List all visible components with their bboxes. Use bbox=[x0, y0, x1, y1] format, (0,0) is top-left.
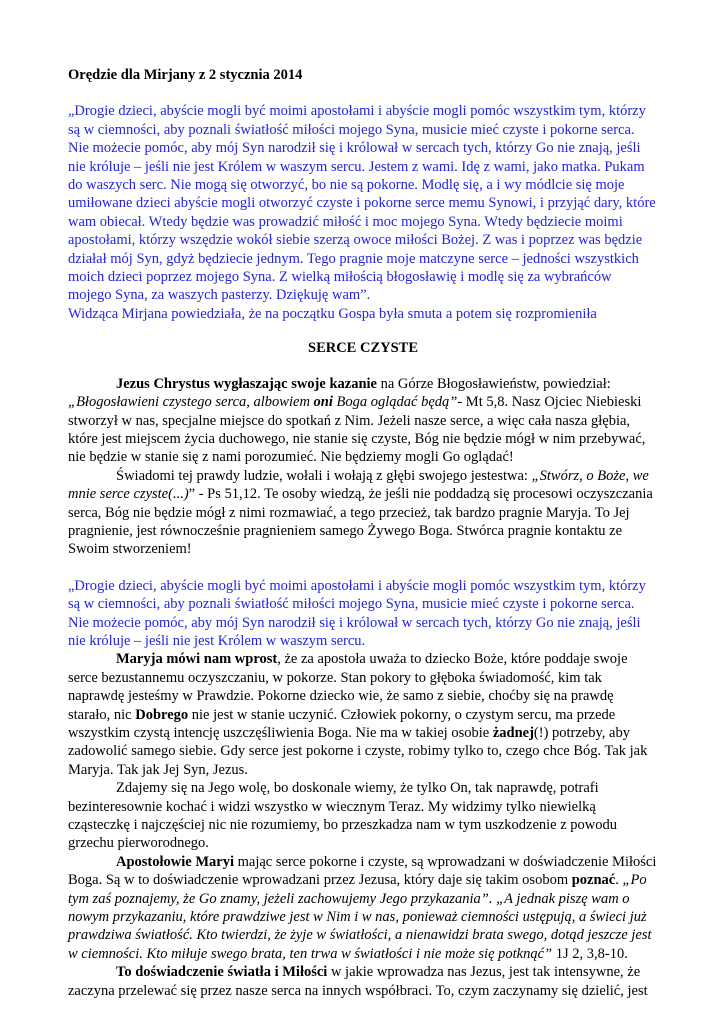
paragraph-3-bold-b: żadnej bbox=[492, 725, 534, 741]
paragraph-1-lead: Jezus Chrystus wygłaszając swoje kazanie bbox=[116, 375, 377, 392]
paragraph-1-quote-b: Boga oglądać będą” bbox=[332, 394, 458, 411]
message-note: Widząca Mirjana powiedziała, że na początku Gospa była smuta a potem się rozpromieniła bbox=[68, 305, 597, 322]
paragraph-3 bbox=[68, 650, 658, 779]
paragraph-gap bbox=[68, 559, 658, 577]
message-quote-repeat: „Drogie dzieci, abyście mogli być moimi apostołami i abyście mogli pomóc wszystkim tym, którzy są w ciemności, aby poznali światłość miłości mojego Syna, musicie mieć czyste i pokorne serca. Nie możecie pomóc, aby mój Syn narodził się i królował w sercach tych, którzy Go nie znają, jeśli nie króluje – jeśli nie jest Królem w waszym sercu. bbox=[68, 577, 646, 649]
document-title: Orędzie dla Mirjany z 2 stycznia 2014 bbox=[68, 67, 303, 83]
paragraph-5-quote: „Po tym zaś poznajemy, że Go znamy, jeżeli zachowujemy Jego przykazania”. „A jednak piszę wam o nowym przykazaniu, które prawdziwe jest w Nim i w nas, ponieważ ciemności ustępują, a świeci już prawdziwa światłość. Kto twierdzi, że żyje w światłości, a nienawidzi brata swego, dotąd jeszcze jest w ciemności. Kto miłuje swego brata, ten trwa w światłości i nie może się potknąć” bbox=[68, 872, 652, 962]
paragraph-2-quote: „Stwórz, o Boże, we mnie serce czyste(...) bbox=[68, 467, 649, 503]
paragraph-5-text-b: . bbox=[615, 872, 623, 889]
paragraph-2-text-a: Świadomi tej prawdy ludzie, wołali i wołają z głębi swojego jestestwa: bbox=[116, 467, 532, 484]
paragraph-1 bbox=[68, 375, 658, 467]
paragraph-5 bbox=[68, 853, 658, 963]
message-text: „Drogie dzieci, abyście mogli być moimi apostołami i abyście mogli pomóc wszystkim tym, którzy są w ciemności, aby poznali światłość miłości mojego Syna, musicie mieć czyste i pokorne serca. Nie możecie pomóc, aby mój Syn narodził się i królował w sercach tych, którzy Go nie znają, jeśli nie króluje – jeśli nie jest Królem w waszym sercu. Jestem z wami. Idę z wami, jako matka. Pukam do waszych serc. Nie mogą się otworzyć, bo nie są pokorne. Modlę się, a i wy módlcie się moje umiłowane dzieci abyście mogli otworzyć czyste i pokorne serce memu Synowi, i przyjąć dary, które wam obiecał. Wtedy będzie was prowadzić miłość i moc mojego Syna. Wtedy będziecie moimi apostołami, którzy wszędzie wokół siebie szerzą owoce miłości Bożej. Z was i poprzez was będzie działał mój Syn, gdyż będziecie jednym. Tego pragnie moje matczyne serce – jedności wszystkich moich dzieci poprzez mojego Syna. Z wielką miłością błogosławię i modlę się za wybrańców mojego Syna, za waszych pasterzy. Dziękuję wam”. bbox=[68, 103, 656, 304]
paragraph-5-bold: poznać bbox=[571, 872, 616, 889]
paragraph-1-text-a: na Górze Błogosławieństw, powiedział: bbox=[376, 375, 611, 392]
paragraph-1-text-b: - Mt 5,8. Nasz Ojciec Niebieski stworzył w nas, specjalne miejsce do spotkań z Nim. Jeżeli nasze serce, a więc cała nasza głębia, które jest miejscem życia duchowego, nie stanie się czyste, Bóg nie będzie mógł w nim przebywać, nie będzie w stanie się z nami porozumieć. Nie będziemy mogli Go oglądać! bbox=[68, 394, 646, 466]
paragraph-5-lead: Apostołowie Maryi bbox=[116, 853, 234, 870]
paragraph-3-text-c: (!) potrzeby, aby zadowolić samego siebie. Gdy serce jest pokorne i czyste, robimy tylko to, czego chce Bóg. Tak jak Maryja. Tak jak Jej Syn, Jezus. bbox=[68, 725, 648, 778]
paragraph-3-text-a: , że za apostoła uważa to dziecko Boże, które poddaje swoje serce bezustannemu oczyszczaniu, w pokorze. Stan pokory to głęboka świadomość, kim tak naprawdę jesteśmy w Prawdzie. Pokorne dziecko wie, że samo z siebie, choćby się na prawdę starało, nic bbox=[68, 651, 628, 723]
paragraph-2 bbox=[68, 467, 658, 559]
paragraph-3-lead: Maryja mówi nam wprost bbox=[116, 651, 278, 668]
paragraph-6-lead: To doświadczenie światła i Miłości bbox=[116, 964, 328, 981]
paragraph-5-text-a: mając serce pokorne i czyste, są wprowadzani w doświadczenie Miłości Boga. Są w to doświadczenie wprowadzani przez Jezusa, który daje się takim osobom bbox=[68, 853, 657, 889]
paragraph-3-bold-a: Dobrego bbox=[135, 706, 189, 723]
paragraph-5-text-c: 1J 2, 3,8-10. bbox=[552, 945, 628, 962]
paragraph-6 bbox=[68, 963, 658, 1000]
paragraph-1-quote-a: „Błogosławieni czystego serca, albowiem bbox=[68, 394, 314, 411]
paragraph-2-text-b: ” - Ps 51,12. Te osoby wiedzą, że jeśli nie poddadzą się procesowi oczyszczania serca, Bóg nie będzie mógł z nimi rozmawiać, a tego przecież, tak bardzo pragnie Maryja. To Jej pragnienie, jest równocześnie pragnieniem samego Żywego Boga. Stwórca pragnie kontaktu ze Swoim stworzeniem! bbox=[68, 486, 653, 558]
document-page bbox=[68, 66, 658, 1000]
section-heading: SERCE CZYSTE bbox=[308, 340, 418, 357]
paragraph-1-quote-bold: oni bbox=[313, 394, 333, 411]
paragraph-6-text: w jakie wprowadza nas Jezus, jest tak intensywne, że zaczyna przelewać się przez nasze serca na innych współbraci. To, czym zaczynamy się dzielić, jest bbox=[68, 964, 648, 999]
paragraph-3-text-b: nie jest w stanie uczynić. Człowiek pokorny, o czystym sercu, ma przede wszystkim czystą intencję uszczęśliwienia Boga. Nie ma w takiej osobie bbox=[68, 706, 616, 741]
paragraph-4: Zdajemy się na Jego wolę, bo doskonale wiemy, że tylko On, tak naprawdę, potrafi bezinteresownie kochać i widzi wszystko w wiecznym Teraz. My widzimy tylko niewielką cząsteczkę i najczęściej nic nie rozumiemy, bo przeszkadza nam w tym uszkodzenie z powodu grzechu pierworodnego. bbox=[68, 780, 618, 852]
